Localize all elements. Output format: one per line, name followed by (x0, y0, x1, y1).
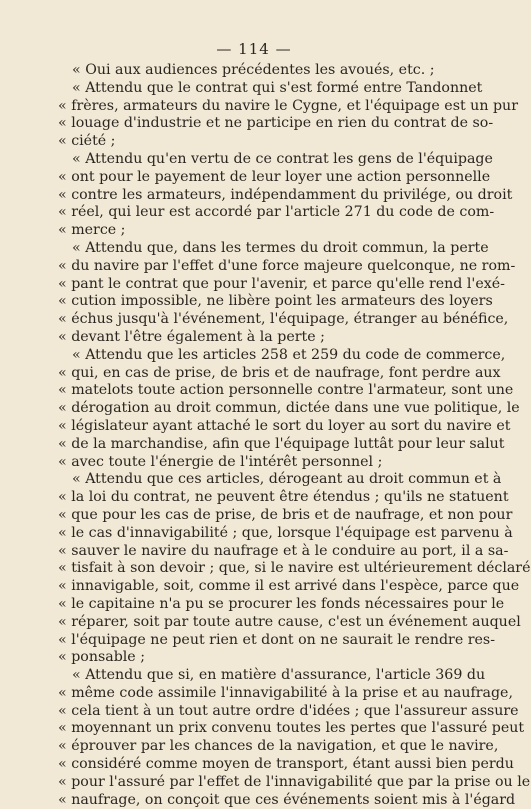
text-line: « que pour les cas de prise, de bris et de naufrage, et non pour (58, 506, 513, 523)
text-line: « dérogation au droit commun, dictée dans une vue politique, le (58, 400, 520, 417)
text-line: « éprouver par les chances de la navigation, et que le navire, (58, 738, 499, 755)
text-line: « de la marchandise, afin que l'équipage luttât pour leur salut (58, 435, 505, 452)
text-line: « l'équipage ne peut rien et dont on ne saurait le rendre res- (58, 631, 495, 648)
text-line: « avec toute l'énergie de l'intérêt personnel ; (58, 453, 383, 470)
body-text (58, 62, 531, 809)
text-line: « ciété ; (58, 133, 116, 150)
text-line: « législateur ayant attaché le sort du loyer au sort du navire et (58, 417, 511, 434)
text-line: « sauver le navire du naufrage et à le conduire au port, il a sa- (58, 542, 509, 559)
text-line: « cution impossible, ne libère point les armateurs des loyers (58, 293, 493, 310)
text-line: « innavigable, soit, comme il est arrivé dans l'espèce, parce que (58, 578, 520, 595)
text-line: « ont pour le payement de leur loyer une action personnelle (58, 168, 491, 185)
text-line: « tisfait à son devoir ; que, si le navire est ultérieurement déclaré (58, 560, 531, 577)
text-line: « Attendu que si, en matière d'assurance, l'article 369 du (72, 667, 486, 684)
text-line: « le cas d'innavigabilité ; que, lorsque l'équipage est parvenu à (58, 524, 513, 541)
text-line: « naufrage, on conçoit que ces événements soient mis à l'égard (58, 791, 516, 808)
text-line: « moyennant un prix convenu toutes les pertes que l'assuré peut (58, 720, 525, 737)
text-line: « devant l'être également à la perte ; (58, 328, 325, 345)
text-line: « considéré comme moyen de transport, étant aussi bien perdu (58, 756, 514, 773)
text-line: « Attendu que les articles 258 et 259 du code de commerce, (72, 346, 506, 363)
text-line: « Attendu que le contrat qui s'est formé entre Tandonnet (72, 79, 483, 96)
text-line: « réparer, soit par toute autre cause, c'est un événement auquel (58, 613, 521, 630)
text-line: « matelots toute action personnelle contre l'armateur, sont une (58, 382, 514, 399)
text-line: « du navire par l'effet d'une force majeure quelconque, ne rom- (58, 257, 516, 274)
text-line: « Attendu qu'en vertu de ce contrat les gens de l'équipage (72, 150, 493, 167)
page-number: — 114 — (216, 40, 292, 58)
text-line: « Oui aux audiences précédentes les avoués, etc. ; (72, 62, 435, 78)
text-line: « louage d'industrie et ne participe en rien du contrat de so- (58, 115, 494, 132)
text-line: « merce ; (58, 222, 126, 239)
text-line: « pour l'assuré par l'effet de l'innavigabilité que par la prise ou le (58, 773, 531, 790)
text-line: « pant le contrat que pour l'avenir, et parce qu'elle rend l'exé- (58, 275, 505, 292)
text-line: « même code assimile l'innavigabilité à la prise et au naufrage, (58, 684, 513, 701)
text-line: « frères, armateurs du navire le Cygne, et l'équipage est un pur (58, 97, 518, 114)
text-line: « ponsable ; (58, 649, 145, 666)
text-line: « qui, en cas de prise, de bris et de naufrage, font perdre aux (58, 364, 501, 381)
text-line: « le capitaine n'a pu se procurer les fonds nécessaires pour le (58, 595, 505, 612)
text-line: « Attendu que, dans les termes du droit commun, la perte (72, 239, 489, 256)
text-line: « Attendu que ces articles, dérogeant au droit commun et à (72, 471, 502, 488)
text-line: « réel, qui leur est accordé par l'article 271 du code de com- (58, 204, 495, 221)
text-line: « la loi du contrat, ne peuvent être étendus ; qu'ils ne statuent (58, 489, 509, 506)
text-line: « échus jusqu'à l'événement, l'équipage, étranger au bénéfice, (58, 311, 509, 328)
text-line: « contre les armateurs, indépendamment du privilége, ou droit (58, 186, 513, 203)
text-line: « cela tient à un tout autre ordre d'idées ; que l'assureur assure (58, 702, 519, 719)
